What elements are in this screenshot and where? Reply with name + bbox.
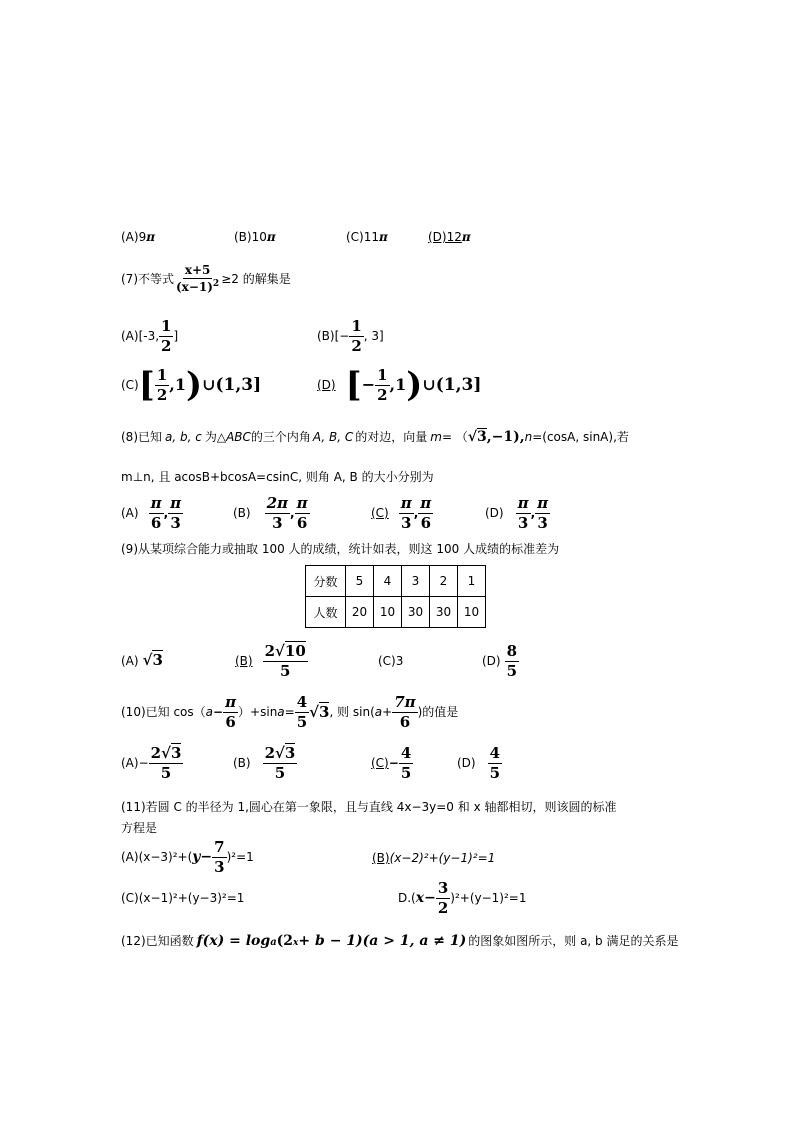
radicand: 3 <box>152 651 163 669</box>
pi-symbol: π <box>461 230 471 244</box>
alpha: a <box>205 705 213 719</box>
fraction <box>488 745 502 781</box>
option-label: (A) <box>121 506 139 520</box>
denominator: 3 <box>272 513 283 532</box>
interval-end: ,1 <box>169 375 186 394</box>
radicand: 3 <box>319 702 330 721</box>
text: 的图象如图所示，则 a, b 满足的关系是 <box>468 934 679 948</box>
pi-symbol: π <box>146 230 156 244</box>
sqrt-3: √3 <box>142 651 163 669</box>
denominator: 5 <box>489 763 501 782</box>
q11-stem-line1: (11)若圆 C 的半径为 1,圆心在第一象限，且与直线 4x−3y=0 和 x 轴都相切，则该圆的标准 <box>121 800 617 814</box>
denominator: 6 <box>225 712 236 731</box>
text: )的值是 <box>417 705 459 719</box>
q8-option-d <box>485 495 550 531</box>
fraction <box>436 880 450 916</box>
fraction <box>505 643 519 679</box>
denominator: 6 <box>399 712 411 731</box>
q8-option-b <box>233 495 310 531</box>
coef: 2 <box>150 744 162 762</box>
interval-tail: (1,3] <box>435 374 482 395</box>
q9-option-b <box>235 643 308 679</box>
option-label: (C) <box>371 506 389 520</box>
option-label: (D) <box>457 756 476 770</box>
denominator: 6 <box>420 513 431 532</box>
numerator: π <box>296 494 308 512</box>
q11-stem-line2: 方程是 <box>121 821 158 835</box>
table-row <box>306 566 486 597</box>
den-base: (x−1) <box>176 280 213 295</box>
numerator: 2√3 <box>264 744 296 762</box>
log-base: a <box>270 937 277 948</box>
numerator: 2√3 <box>150 744 182 762</box>
fraction <box>392 694 417 730</box>
denominator: 2 <box>351 336 362 355</box>
text: 为△ <box>204 430 227 444</box>
fraction <box>399 495 414 531</box>
denominator: 6 <box>296 513 308 532</box>
q7-stem <box>121 264 291 294</box>
variables: a, b, c <box>165 430 202 444</box>
denominator: 3 <box>401 513 412 532</box>
option-label: (B) <box>233 506 251 520</box>
fraction <box>295 495 310 531</box>
interval-end: ,1 <box>389 375 407 394</box>
fraction <box>149 495 164 531</box>
numerator: π <box>225 693 237 711</box>
fraction <box>349 318 363 354</box>
numerator: 1 <box>161 317 172 335</box>
q9-option-c: (C)3 <box>378 654 404 668</box>
left-bracket: [ <box>138 365 155 405</box>
option-text: , 3] <box>363 329 384 343</box>
table-cell: 3 <box>402 566 430 597</box>
numerator: 4 <box>489 744 501 762</box>
fraction <box>159 318 173 354</box>
option-text: (x−2)²+(y−1)²=1 <box>389 851 496 865</box>
q7-option-d <box>317 367 481 403</box>
text: 的三个内角 <box>250 430 311 444</box>
q7-option-b <box>317 318 384 354</box>
fraction <box>535 495 550 531</box>
numerator: π <box>150 494 162 512</box>
comma: , <box>163 506 169 520</box>
numerator: 1 <box>377 366 388 384</box>
q10-option-a <box>121 745 183 781</box>
q10-stem <box>121 694 458 730</box>
sqrt-3: √3 <box>467 429 487 445</box>
text: ）+sin <box>238 705 278 719</box>
option-label: (C) <box>121 378 139 392</box>
numerator: 4 <box>400 744 412 762</box>
fraction <box>263 745 298 781</box>
q8-stem-line1 <box>121 430 629 444</box>
q10-option-c <box>371 745 413 781</box>
option-label: (A) <box>121 653 139 668</box>
fraction-denominator <box>174 279 221 294</box>
union-symbol: ∪ <box>422 375 436 394</box>
q11-option-d <box>398 880 526 916</box>
q11-option-c: (C)(x−1)²+(y−3)²=1 <box>121 891 245 905</box>
denominator: 5 <box>400 763 412 782</box>
numerator: 1 <box>351 317 362 335</box>
q7-fraction <box>174 264 221 294</box>
table-row <box>306 597 486 628</box>
radicand: 10 <box>284 642 306 660</box>
option-label: (A)9 <box>121 230 147 244</box>
numerator: 4 <box>296 693 308 711</box>
table-cell: 1 <box>458 566 486 597</box>
option-label: (B) <box>372 851 390 865</box>
denominator: 2 <box>156 385 168 404</box>
exponent: x <box>293 938 299 948</box>
fraction <box>399 745 413 781</box>
q7-option-c <box>121 367 261 403</box>
vector-tail: ,−1), <box>486 429 525 445</box>
numerator: 8 <box>506 642 518 660</box>
fraction <box>155 367 169 403</box>
union-symbol: ∪ <box>202 375 216 394</box>
text: = （ <box>441 430 468 444</box>
option-label: (B)10 <box>234 230 267 244</box>
x-term: x− <box>415 890 436 906</box>
vector-n: n <box>524 430 533 444</box>
option-label: (A)− <box>121 756 149 770</box>
option-label: (B) <box>233 756 251 770</box>
denominator: 2 <box>161 336 172 355</box>
text: , 则 sin( <box>329 705 375 719</box>
option-text: ] <box>173 329 179 343</box>
numerator: π <box>170 494 182 512</box>
function-expr: f(x) = log <box>196 933 271 949</box>
score-table <box>305 565 486 628</box>
denominator: 5 <box>296 712 308 731</box>
denominator: 2 <box>437 898 449 917</box>
alpha: a <box>374 705 383 719</box>
option-label: (D) <box>485 506 504 520</box>
coef: 2 <box>264 642 276 660</box>
text: = <box>284 705 295 719</box>
minus-sign: − <box>213 705 224 719</box>
table-cell: 10 <box>458 597 486 628</box>
denominator: 5 <box>274 763 286 782</box>
minus-sign: − <box>361 375 376 394</box>
left-bracket: [ <box>345 365 362 405</box>
fraction <box>223 694 238 730</box>
interval-tail: (1,3] <box>215 374 262 395</box>
table-cell: 2 <box>430 566 458 597</box>
right-paren: ) <box>406 365 423 405</box>
pi-symbol: π <box>266 230 276 244</box>
q9-stem: (9)从某项综合能力或抽取 100 人的成绩，统计如表，则这 100 人成绩的标准差为 <box>121 542 560 556</box>
q8-stem-line2: m⊥n, 且 acosB+bcosA=csinC, 则角 A, B 的大小分别为 <box>121 470 434 484</box>
q6-option-a <box>121 231 155 243</box>
table-cell: 30 <box>430 597 458 628</box>
numerator: π <box>517 494 529 512</box>
comma: , <box>530 506 536 520</box>
fraction <box>295 694 309 730</box>
option-label: (C)11 <box>346 230 380 244</box>
denominator: 6 <box>150 513 162 532</box>
q10-option-b <box>233 745 297 781</box>
text: )²+(y−1)²=1 <box>450 891 527 905</box>
q8-option-c <box>371 495 433 531</box>
plus-sign: + <box>382 705 393 719</box>
arg: (2 <box>276 933 294 949</box>
q9-option-d <box>482 643 519 679</box>
fraction <box>418 495 433 531</box>
numerator: 3 <box>437 879 449 897</box>
text: (12)已知函数 <box>121 934 194 948</box>
table-cell: 分数 <box>306 566 346 597</box>
triangle-name: ABC <box>226 430 251 444</box>
text: (A)(x−3)²+( <box>121 850 193 864</box>
right-paren: ) <box>185 365 203 405</box>
comma: , <box>290 506 295 520</box>
denominator: 3 <box>214 857 225 876</box>
fraction <box>375 367 389 403</box>
table-cell: 人数 <box>306 597 346 628</box>
pi-symbol: π <box>379 230 388 244</box>
option-label: (D)12 <box>428 230 462 244</box>
numerator: π <box>537 494 549 512</box>
table-cell: 4 <box>374 566 402 597</box>
fraction <box>212 839 226 875</box>
text: )²=1 <box>226 850 254 864</box>
fraction <box>516 495 531 531</box>
option-label: (D) <box>317 378 336 392</box>
option-label: (D) <box>482 654 501 668</box>
table-cell: 10 <box>374 597 402 628</box>
option-text: (B)[− <box>317 329 350 343</box>
alpha: a <box>277 705 285 719</box>
q7-option-a <box>121 318 178 354</box>
den-exponent: 2 <box>212 279 220 290</box>
numerator: π <box>400 494 412 512</box>
option-text: (A)[-3, <box>121 329 160 343</box>
numerator: 7π <box>394 693 416 711</box>
text: D.( <box>398 891 416 905</box>
radicand: 3 <box>477 429 487 445</box>
option-label: (C) <box>371 756 389 770</box>
y-term: y− <box>192 849 213 865</box>
q6-option-b <box>234 231 276 243</box>
comma: , <box>413 506 419 520</box>
denominator: 5 <box>279 661 291 680</box>
table-cell: 5 <box>346 566 374 597</box>
q6-option-c <box>346 231 388 243</box>
q10-option-d <box>457 745 502 781</box>
denominator: 3 <box>170 513 181 532</box>
text: (8)已知 <box>121 430 162 444</box>
fraction <box>265 495 290 531</box>
fraction <box>263 643 308 679</box>
text: 的对边，向量 <box>355 430 428 444</box>
q6-option-d <box>428 231 471 243</box>
minus-sign: − <box>388 756 399 770</box>
fraction <box>168 495 183 531</box>
q7-stem-prefix: (7)不等式 <box>121 272 174 287</box>
option-label: (B) <box>235 654 253 668</box>
text: (10)已知 cos（ <box>121 705 206 719</box>
q7-stem-suffix: ≥2 的解集是 <box>221 272 291 287</box>
vector-m: m <box>430 430 442 444</box>
numerator: π <box>420 494 432 512</box>
denominator: 5 <box>160 763 172 782</box>
radicand: 3 <box>284 744 296 762</box>
numerator: 2√10 <box>264 642 306 660</box>
q8-option-a <box>121 495 183 531</box>
q11-option-b <box>372 852 495 864</box>
q11-option-a <box>121 839 254 875</box>
denominator: 3 <box>537 513 548 532</box>
text: =(cosA, sinA),若 <box>532 430 629 444</box>
numerator: 2π <box>266 494 289 512</box>
denominator: 3 <box>517 513 529 532</box>
arg-tail: + b − 1)(a > 1, a ≠ 1) <box>298 933 467 949</box>
numerator: 1 <box>156 366 168 384</box>
radicand: 3 <box>170 744 182 762</box>
table-cell: 30 <box>402 597 430 628</box>
fraction-numerator: x+5 <box>183 264 213 279</box>
sqrt-3: √3 <box>309 702 330 721</box>
coef: 2 <box>264 744 276 762</box>
angles: A, B, C <box>312 430 354 444</box>
table-cell: 20 <box>346 597 374 628</box>
q12-stem <box>121 934 678 948</box>
q9-option-a <box>121 653 163 668</box>
numerator: 7 <box>214 838 225 856</box>
denominator: 2 <box>377 385 388 404</box>
denominator: 5 <box>506 661 518 680</box>
fraction <box>149 745 184 781</box>
